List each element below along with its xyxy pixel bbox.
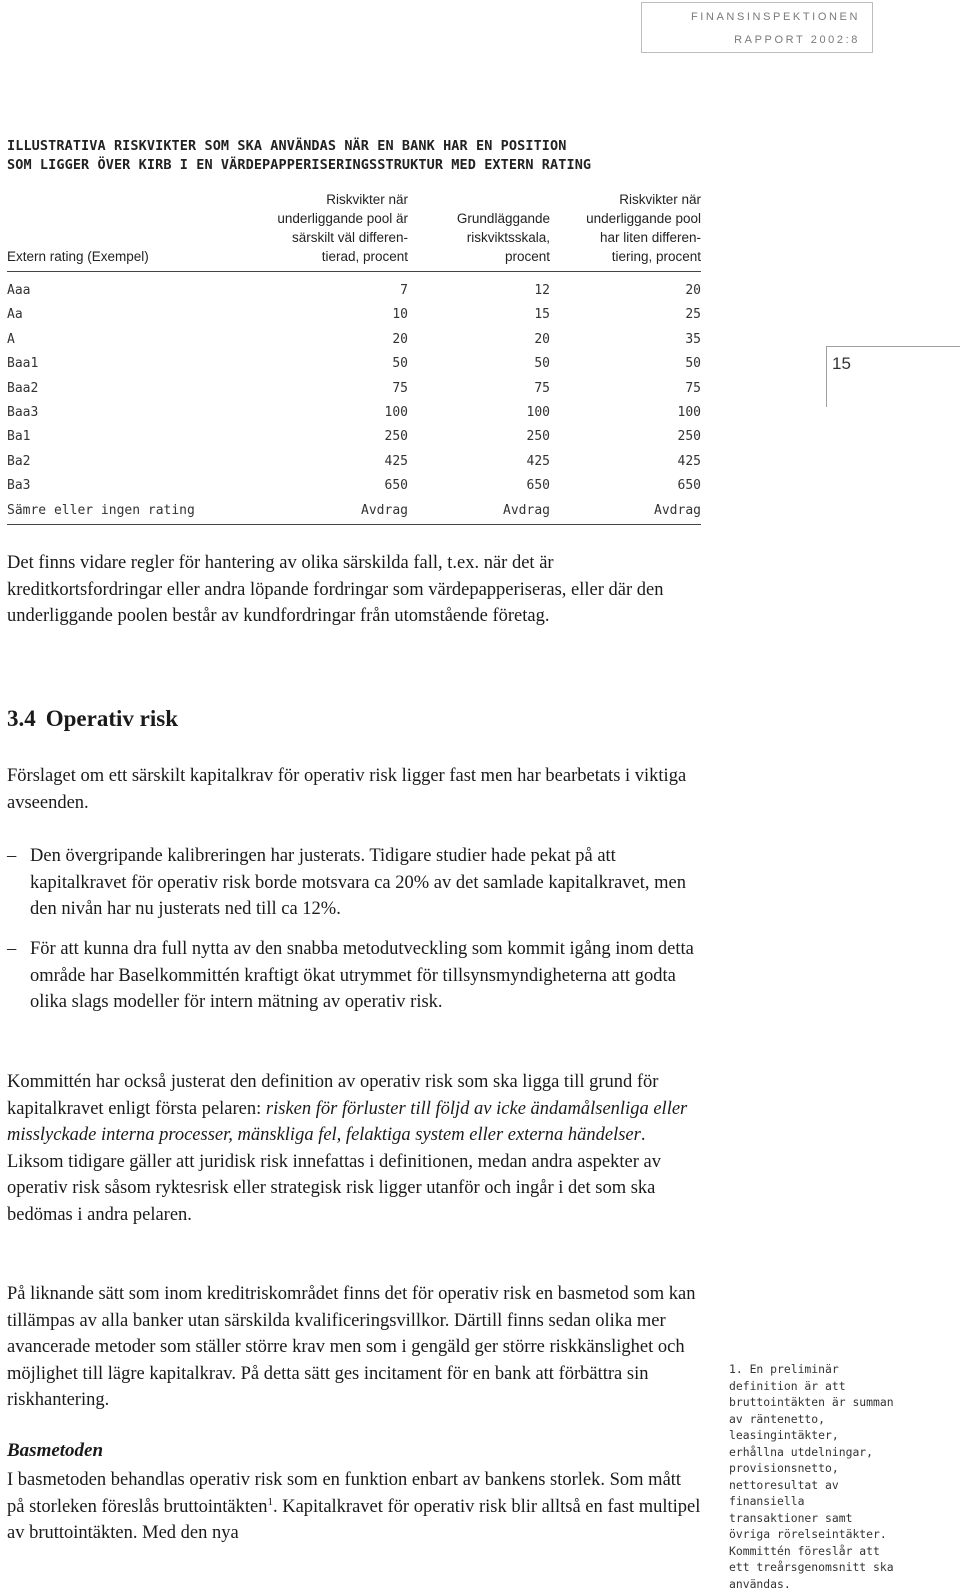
table-title-line-1: ILLUSTRATIVA RISKVIKTER SOM SKA ANVÄNDAS NÄR EN BANK HAR EN POSITION [7, 138, 567, 154]
list-item [7, 936, 701, 1016]
header-cell-low-differentiation: Riskvikter när underliggande pool har liten differen- tiering, procent [586, 192, 701, 264]
table-row: Sämre eller ingen rating Avdrag Avdrag Avdrag [7, 502, 701, 518]
list-item-text: Den övergripande kalibreringen har justerats. Tidigare studier hade pekat på att kapitalkravet för operativ risk borde motsvara ca 20% av det samlade kapitalkravet, men den nivån har nu justerats ned till ca 12%. [30, 846, 686, 919]
paragraph-definition: Kommittén har också justerat den definition av operativ risk som ska ligga till grund för kapitalkravet enligt första pelaren: risken för förluster till följd av icke ändamålsenliga eller misslyckade interna processer, mänskliga fel, felaktiga system eller externa händelser. Liksom tidigare gäller att juridisk risk innefattas i definitionen, medan andra aspekter av operativ risk såsom ryktesrisk eller strategisk risk ligger utanför och ingår i det som ska bedömas i andra pelaren. [7, 1072, 688, 1225]
paragraph-special-cases: Det finns vidare regler för hantering av olika särskilda fall, t.ex. när det är kreditkortsfordringar eller andra löpande fordringar som värdepapperiseras, eller där den underliggande poolen består av kundfordringar från utomstående företag. [7, 553, 664, 626]
table-row: Aa 10 15 25 [7, 307, 701, 323]
section-number: 3.4 [7, 706, 36, 731]
paragraph-basmetoden: I basmetoden behandlas operativ risk som en funktion enbart av bankens storlek. Som mått på storleken föreslås bruttointäkten$^1$. Kapitalkravet för operativ risk blir alltså en fast multipel av bruttointäkten. Med den nya [7, 1470, 701, 1543]
paragraph-intro: Förslaget om ett särskilt kapitalkrav för operativ risk ligger fast men har bearbetats i viktiga avseenden. [7, 766, 687, 813]
header-cell-base-scale: Grundläggande riskviktsskala, procent [456, 211, 550, 264]
page-number: 15 [832, 354, 851, 373]
definition-quote: risken för förluster till följd av icke ändamålsenliga eller misslyckade interna processer, mänskliga fel, felaktiga system eller externa händelser [7, 1098, 688, 1145]
table-row: Aaa 7 12 20 [7, 283, 701, 298]
list-item-text: För att kunna dra full nytta av den snabba metodutveckling som kommit igång inom detta område har Baselkommittén kraftigt ökat utrymmet för tillsynsmyndigheterna att godta olika slags modeller för intern mätning av operativ risk. [30, 939, 694, 1012]
table-row: Ba1 250 250 250 [7, 429, 701, 445]
subheading-basmetoden: Basmetoden [7, 1440, 104, 1461]
table-row: Baa2 75 75 75 [7, 380, 701, 396]
table-row: Ba3 650 650 650 [7, 478, 701, 494]
table-row: Baa1 50 50 50 [7, 356, 701, 372]
dash-marker: – [7, 846, 17, 866]
section-title: Operativ risk [45, 706, 178, 731]
header-cell-well-differentiated: Riskvikter när underliggande pool är särskilt väl differen- tierad, procent [277, 192, 408, 264]
header-cell-rating: Extern rating (Exempel) [7, 249, 149, 264]
table-row: A 20 20 35 [7, 331, 701, 347]
section-heading [7, 706, 178, 732]
paragraph-basic-method: På liknande sätt som inom kreditriskområdet finns det för operativ risk en basmetod som kan tillämpas av alla banker utan särskilda kvalificeringsvillkor. Därtill finns sedan olika mer avancerade metoder som ställer större krav men som i gengäld ger större riskkänslighet och möjlighet till lägre kapitalkrav. På detta sätt ges incitament för en bank att förbättra sin riskhantering. [7, 1284, 696, 1410]
table-body [7, 280, 701, 525]
footnote-ref: 1 [267, 1495, 273, 1508]
footnote: 1. En preliminär definition är att bruttointäkten är summan av räntenetto, leasingintäkter, erhållna utdelningar, provisionsnetto, nettoresultat av finansiella transaktioner samt övriga rörelseintäkter. Kommittén föreslår att ett treårsgenomsnitt ska användas. [729, 1362, 894, 1591]
table-title [7, 137, 707, 175]
running-header [641, 2, 873, 53]
table-row: Baa3 100 100 100 [7, 404, 701, 420]
dash-marker: – [7, 939, 17, 959]
header-report: RAPPORT 2002:8 [734, 34, 860, 46]
table-header [7, 192, 701, 272]
table-title-line-2: SOM LIGGER ÖVER KIRB I EN VÄRDEPAPPERISERINGSSTRUKTUR MED EXTERN RATING [7, 157, 592, 173]
list-item [7, 843, 701, 923]
table-row: Ba2 425 425 425 [7, 453, 701, 469]
header-org: FINANSINSPEKTIONEN [690, 11, 860, 23]
